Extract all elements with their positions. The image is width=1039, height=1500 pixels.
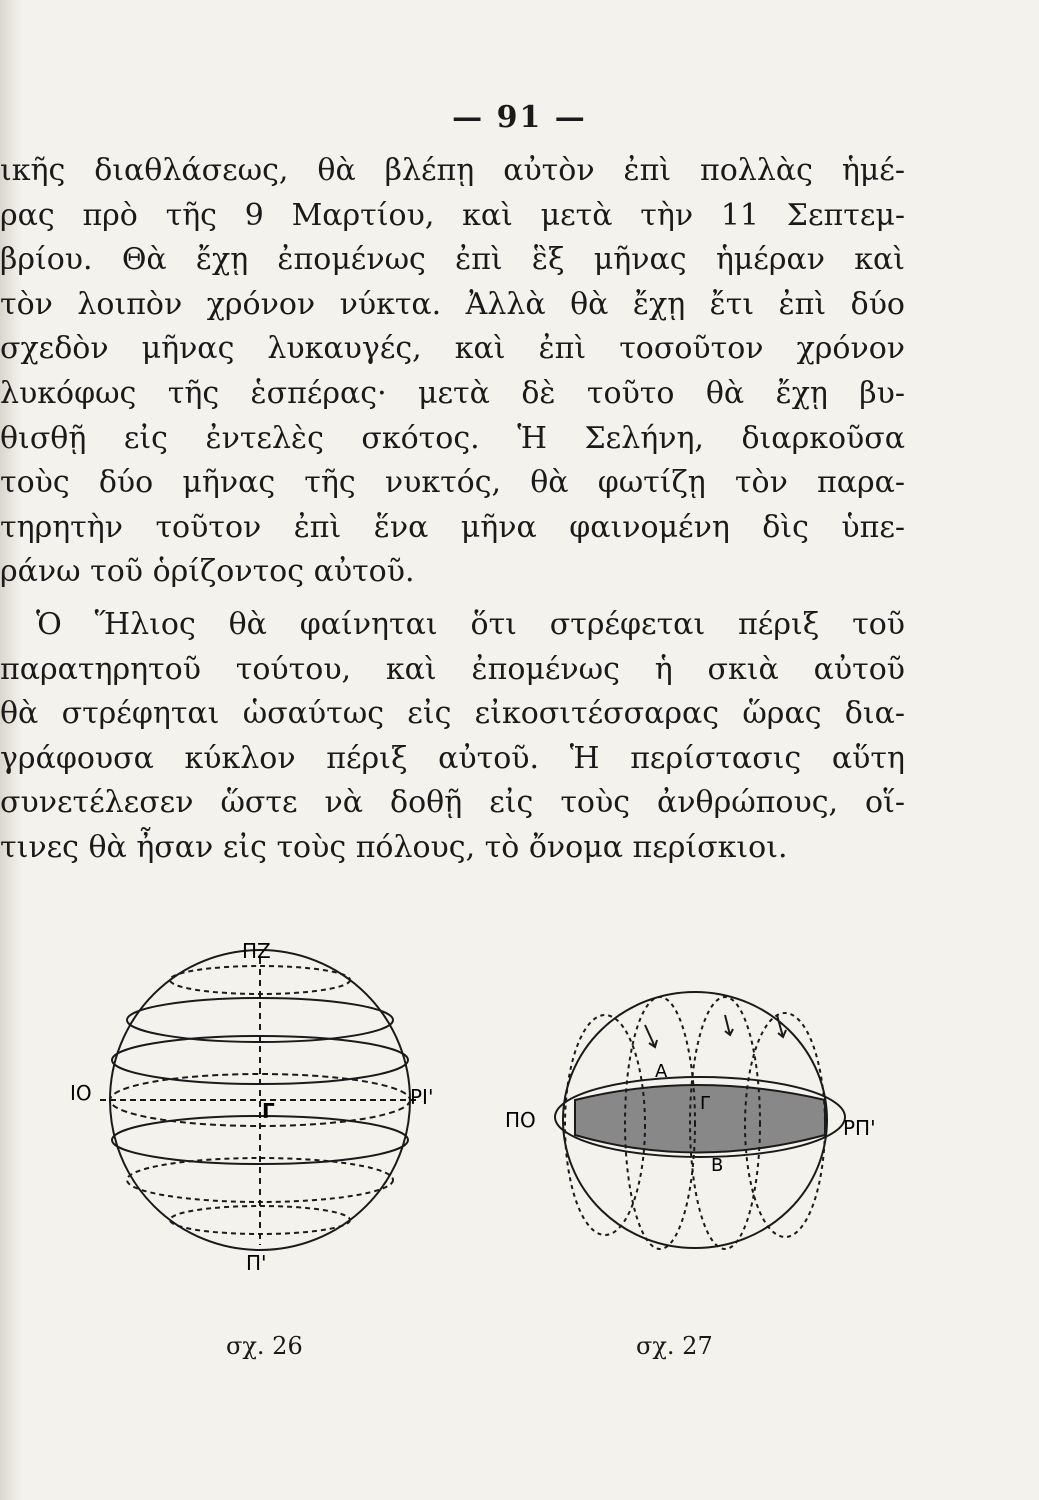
text-line: σχεδὸν μῆνας λυκαυγές, καὶ ἐπὶ τοσοῦτον χρόνον (0, 331, 905, 367)
text-line: γράφουσα κύκλον πέριξ αὐτοῦ. Ἡ περίστασις αὕτη (0, 740, 905, 776)
fig27-label-a: Α (655, 1061, 668, 1082)
fig27-label-center: Γ (700, 1093, 711, 1114)
text-line: τὸν λοιπὸν χρόνον νύκτα. Ἀλλὰ θὰ ἔχῃ ἔτι ἐπὶ δύο (0, 286, 905, 322)
text-line: ράνω τοῦ ὁρίζοντος αὐτοῦ. (0, 554, 415, 590)
fig27-label-b: Β (711, 1155, 724, 1176)
figure-27-caption: σχ. 27 (636, 1332, 713, 1360)
text-line: τοὺς δύο μῆνας τῆς νυκτός, θὰ φωτίζῃ τὸν παρα- (0, 465, 905, 501)
text-line: ρας πρὸ τῆς 9 Μαρτίου, καὶ μετὰ τὴν 11 Σεπτεμ- (0, 197, 905, 233)
fig26-label-right: ΡΙ' (410, 1085, 434, 1109)
fig26-label-left: ΙΟ (70, 1081, 92, 1105)
fig26-label-bottom: Π' (246, 1251, 267, 1275)
text-line: Ὁ Ἥλιος θὰ φαίνηται ὅτι στρέφεται πέριξ τοῦ (36, 607, 905, 642)
paragraph-2 (0, 603, 905, 871)
page-number: — 91 — (452, 100, 587, 135)
fig26-label-center: Γ (262, 1099, 275, 1123)
paragraph-1 (0, 149, 905, 595)
fig26-label-top: ΠΖ (242, 940, 271, 963)
text-line: τινες θὰ ἦσαν εἰς τοὺς πόλους, τὸ ὄνομα περίσκιοι. (0, 829, 788, 865)
text-line: ικῆς διαθλάσεως, θὰ βλέπῃ αὐτὸν ἐπὶ πολλὰς ἡμέ- (0, 153, 905, 188)
fig27-label-left: ΠΟ (505, 1108, 536, 1132)
text-line: συνετέλεσεν ὥστε νὰ δοθῇ εἰς τοὺς ἀνθρώπους, οἵ- (0, 785, 905, 821)
text-line: λυκόφως τῆς ἑσπέρας· μετὰ δὲ τοῦτο θὰ ἔχῃ βυ- (0, 375, 905, 411)
figure-26-caption: σχ. 26 (226, 1332, 303, 1360)
text-line: τηρητὴν τοῦτον ἐπὶ ἕνα μῆνα φαινομένη δὶς ὑπε- (0, 509, 905, 545)
text-line: θισθῇ εἰς ἐντελὲς σκότος. Ἡ Σελήνη, διαρκοῦσα (0, 420, 905, 456)
text-line: βρίου. Θὰ ἔχῃ ἐπομένως ἐπὶ ἓξ μῆνας ἡμέραν καὶ (0, 242, 905, 278)
figure-27-shadow-band (495, 985, 915, 1265)
figure-26-sphere (60, 940, 460, 1300)
text-line: θὰ στρέφηται ὡσαύτως εἰς εἰκοσιτέσσαρας ὥρας δια- (0, 696, 905, 732)
text-line: παρατηρητοῦ τούτου, καὶ ἐπομένως ἡ σκιὰ αὐτοῦ (0, 651, 905, 687)
fig27-label-right: ΡΠ' (843, 1116, 876, 1140)
